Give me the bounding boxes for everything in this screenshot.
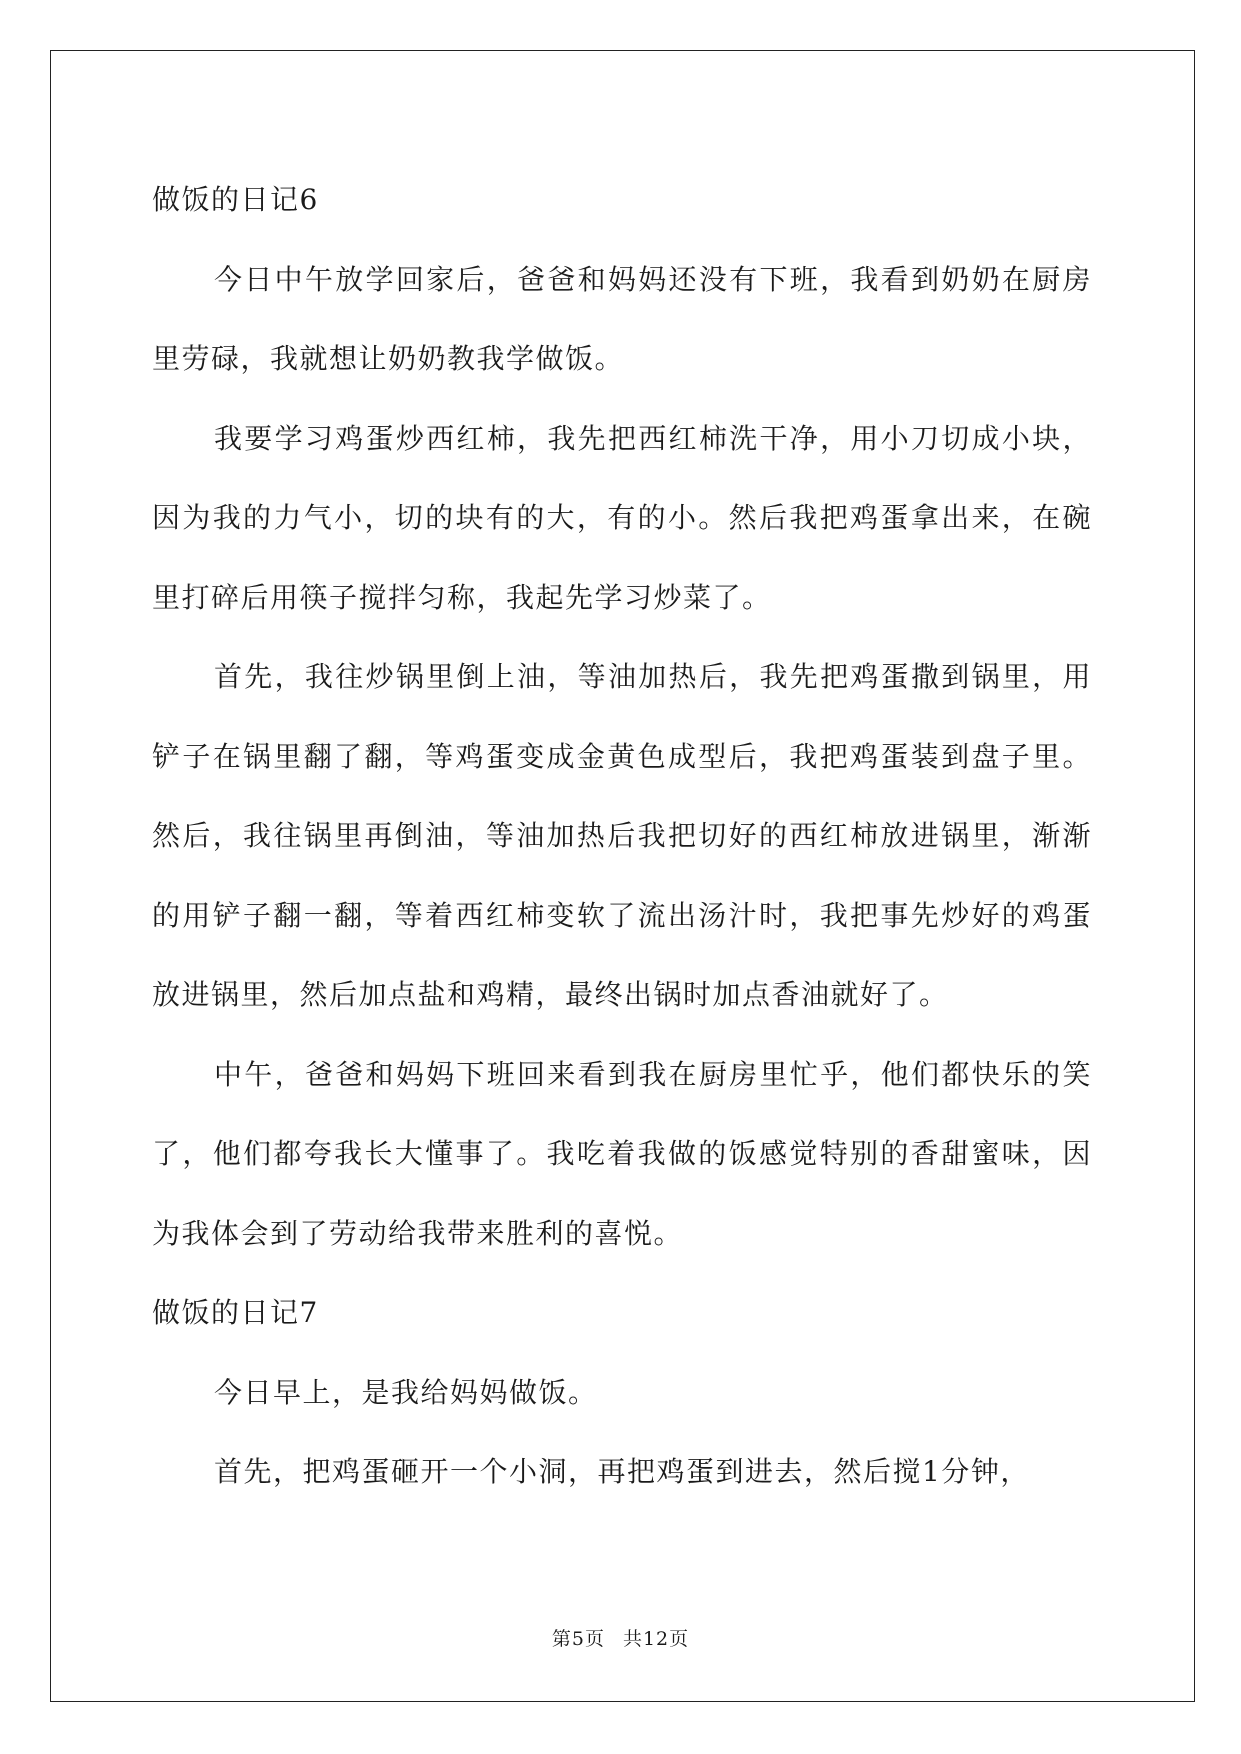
paragraph: 今日中午放学回家后，爸爸和妈妈还没有下班，我看到奶奶在厨房里劳碌，我就想让奶奶教我学做饭。 bbox=[152, 262, 1092, 375]
page-number: 第5页 bbox=[551, 1628, 605, 1650]
paragraph: 今日早上，是我给妈妈做饭。 bbox=[214, 1375, 598, 1409]
diary-section bbox=[152, 1273, 1092, 1512]
paragraph: 首先，把鸡蛋砸开一个小洞，再把鸡蛋到进去，然后搅1分钟， bbox=[214, 1455, 1030, 1488]
section-title: 做饭的日记7 bbox=[152, 1296, 319, 1329]
diary-section bbox=[152, 160, 1092, 1273]
page-footer bbox=[0, 1624, 1241, 1651]
paragraph: 首先，我往炒锅里倒上油，等油加热后，我先把鸡蛋撒到锅里，用铲子在锅里翻了翻，等鸡蛋变成金黄色成型后，我把鸡蛋装到盘子里。然后，我往锅里再倒油，等油加热后我把切好的西红柿放进锅里，渐渐的用铲子翻一翻，等着西红柿变软了流出汤汁时，我把事先炒好的鸡蛋放进锅里，然后加点盐和鸡精，最终出锅时加点香油就好了。 bbox=[152, 660, 1092, 1011]
section-title: 做饭的日记6 bbox=[152, 183, 319, 216]
page-total: 共12页 bbox=[622, 1628, 690, 1650]
paragraph: 中午，爸爸和妈妈下班回来看到我在厨房里忙乎，他们都快乐的笑了，他们都夸我长大懂事了。我吃着我做的饭感觉特别的香甜蜜味，因为我体会到了劳动给我带来胜利的喜悦。 bbox=[152, 1057, 1092, 1250]
paragraph: 我要学习鸡蛋炒西红柿，我先把西红柿洗干净，用小刀切成小块，因为我的力气小，切的块有的大，有的小。然后我把鸡蛋拿出来，在碗里打碎后用筷子搅拌匀称，我起先学习炒菜了。 bbox=[152, 421, 1092, 614]
document-body bbox=[152, 160, 1092, 1512]
